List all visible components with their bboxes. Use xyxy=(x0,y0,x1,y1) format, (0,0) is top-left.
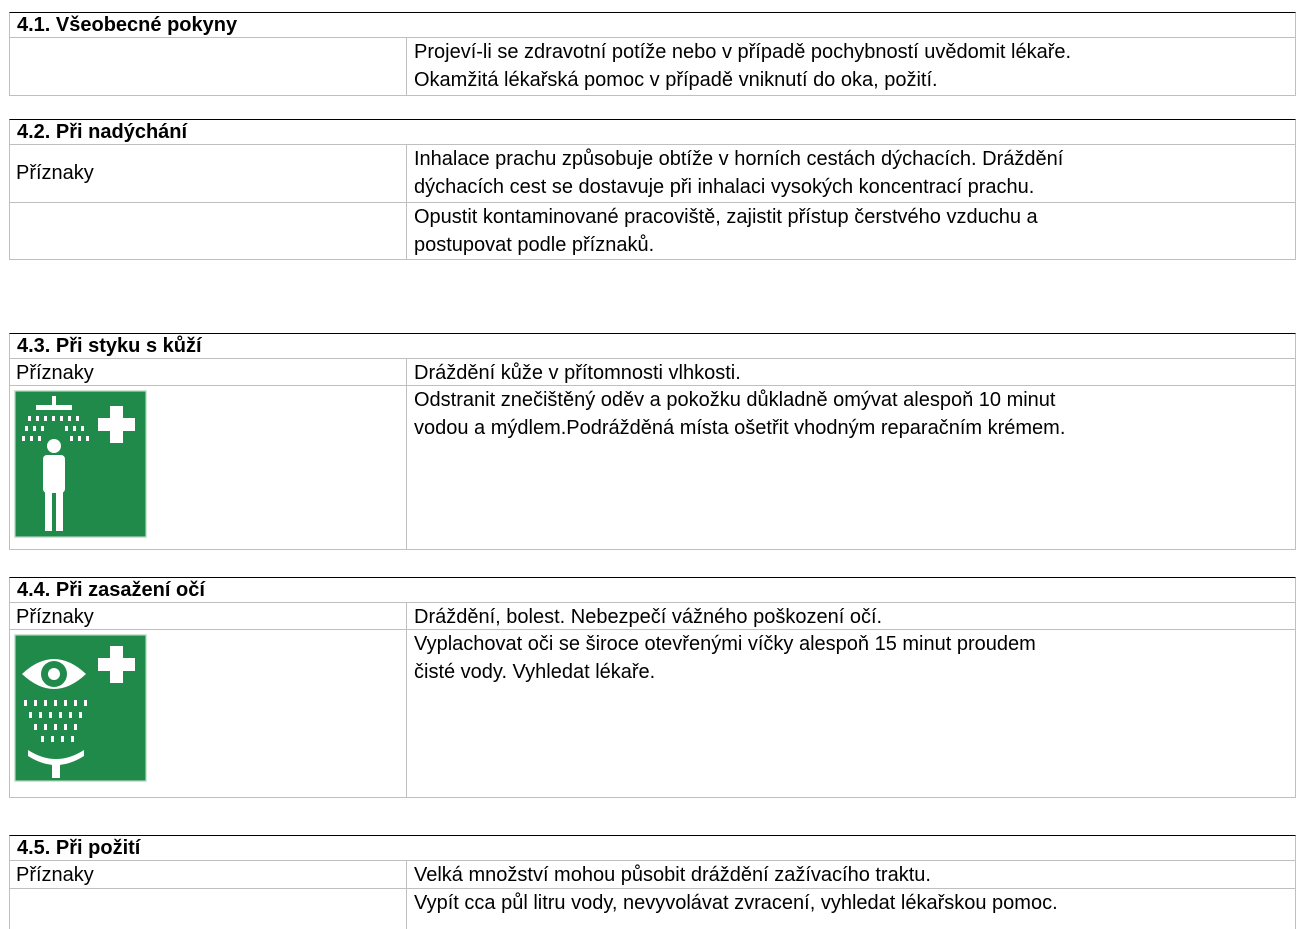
row-text: Velká množství mohou působit dráždění zažívacího traktu. xyxy=(414,864,931,886)
section-title: 4.4. Při zasažení očí xyxy=(9,577,1296,603)
table-row xyxy=(9,386,1296,550)
row-text: Projeví-li se zdravotní potíže nebo v případě pochybností uvědomit lékaře. Okamžitá lékařská pomoc v případě vniknutí do oka, požití. xyxy=(414,41,1072,91)
row-label: Příznaky xyxy=(10,861,407,888)
table-row xyxy=(9,145,1296,203)
row-text: Dráždění kůže v přítomnosti vlhkosti. xyxy=(414,362,741,384)
table-row xyxy=(9,203,1296,260)
section-title: 4.2. Při nadýchání xyxy=(9,119,1296,145)
eyewash-station-sign-icon xyxy=(14,634,147,782)
row-text: Vypít cca půl litru vody, nevyvolávat zvracení, vyhledat lékařskou pomoc. xyxy=(414,892,1058,914)
row-label xyxy=(10,203,407,259)
row-text: Vyplachovat oči se široce otevřenými víčky alespoň 15 minut proudem čisté vody. Vyhledat lékaře. xyxy=(414,633,1036,683)
row-label: Příznaky xyxy=(10,603,407,629)
table-row xyxy=(9,889,1296,929)
row-text: Dráždění, bolest. Nebezpečí vážného poškození očí. xyxy=(414,606,883,628)
section-title: 4.1. Všeobecné pokyny xyxy=(9,12,1296,38)
section-skin-contact xyxy=(9,333,1296,550)
row-icon-cell xyxy=(10,630,407,797)
row-text: Inhalace prachu způsobuje obtíže v horních cestách dýchacích. Dráždění dýchacích cest se dostavuje při inhalaci vysokých koncentrací prachu. xyxy=(414,148,1064,198)
row-text: Odstranit znečištěný oděv a pokožku důkladně omývat alespoň 10 minut vodou a mýdlem.Podrážděná místa ošetřit vhodným reparačním krémem. xyxy=(414,389,1066,439)
row-label: Příznaky xyxy=(10,145,407,202)
table-row xyxy=(9,630,1296,798)
section-eye-contact xyxy=(9,577,1296,798)
table-row xyxy=(9,359,1296,386)
section-title: 4.5. Při požití xyxy=(9,835,1296,861)
section-title: 4.3. Při styku s kůží xyxy=(9,333,1296,359)
section-ingestion xyxy=(9,835,1296,929)
row-label xyxy=(10,889,407,929)
table-row xyxy=(9,603,1296,630)
section-general-instructions xyxy=(9,12,1296,96)
section-inhalation xyxy=(9,119,1296,260)
row-text: Opustit kontaminované pracoviště, zajistit přístup čerstvého vzduchu a postupovat podle příznaků. xyxy=(414,206,1038,256)
row-icon-cell xyxy=(10,386,407,549)
table-row xyxy=(9,38,1296,96)
row-label: Příznaky xyxy=(10,359,407,385)
safety-shower-sign-icon xyxy=(14,390,147,538)
table-row xyxy=(9,861,1296,889)
row-label xyxy=(10,38,407,95)
